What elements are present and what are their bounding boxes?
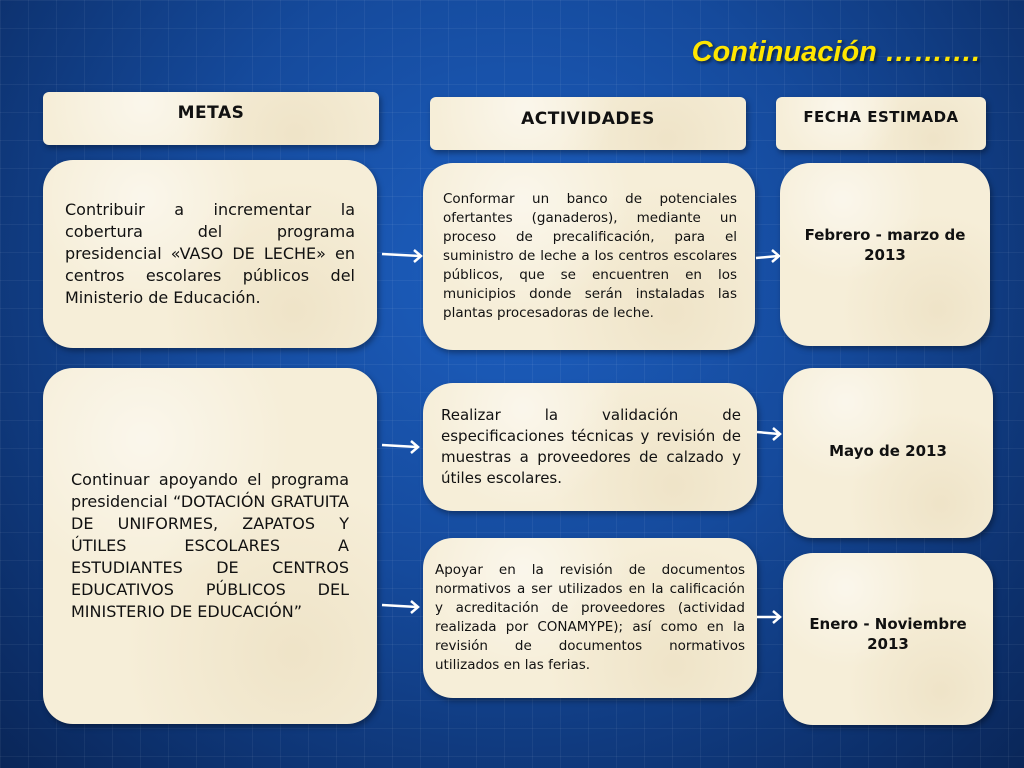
arrow-actividad3-fecha3 [755,607,785,627]
header-metas-label: METAS [177,102,245,123]
fecha-box-2 [783,368,993,538]
arrow-actividad1-fecha1 [754,247,784,267]
slide-title: Continuación ………. [691,36,980,68]
actividad-box-3 [423,538,757,698]
fecha-box-1 [780,163,990,346]
fecha-text-3: Enero - Noviembre 2013 [809,615,967,653]
meta-text-2: Continuar apoyando el programa presidencial “DOTACIÓN GRATUITA DE UNIFORMES, ZAPATOS Y ÚTILES ESCOLARES A ESTUDIANTES DE CENTROS EDUCATIVOS PÚBLICOS DEL MINISTERIO DE EDUCACIÓN” [71,470,349,621]
actividad-text-1: Conformar un banco de potenciales ofertantes (ganaderos), mediante un proceso de precalificación, para el suministro de leche a los centros escolares públicos, que se encuentren en los municipios donde serán instaladas las plantas procesadoras de leche. [443,191,737,321]
meta-text-1: Contribuir a incrementar la cobertura del programa presidencial «VASO DE LECHE» en centros escolares públicos del Ministerio de Educación. [65,200,355,307]
arrow-meta2-actividad2 [380,437,424,457]
header-metas [43,92,379,145]
arrow-actividad2-fecha2 [755,424,785,444]
actividad-text-2: Realizar la validación de especificaciones técnicas y revisión de muestras a proveedores de calzado y útiles escolares. [441,406,741,487]
header-actividades-label: ACTIVIDADES [521,108,655,129]
fecha-box-3 [783,553,993,725]
fecha-text-2: Mayo de 2013 [829,442,947,460]
arrow-meta2-actividad3 [380,597,424,617]
header-fecha [776,97,986,150]
meta-box-2 [43,368,377,724]
fecha-text-1: Febrero - marzo de 2013 [804,225,966,264]
header-fecha-label: FECHA ESTIMADA [803,107,959,126]
actividad-box-2 [423,383,757,511]
actividad-box-1 [423,163,755,350]
meta-box-1 [43,160,377,348]
arrow-meta1-actividad1 [380,246,430,266]
actividad-text-3: Apoyar en la revisión de documentos normativos a ser utilizados en la calificación y acreditación de proveedores (actividad realizada por CONAMYPE); así como en la revisión de documentos normativos utilizados en las ferias. [435,562,745,673]
header-actividades [430,97,746,150]
